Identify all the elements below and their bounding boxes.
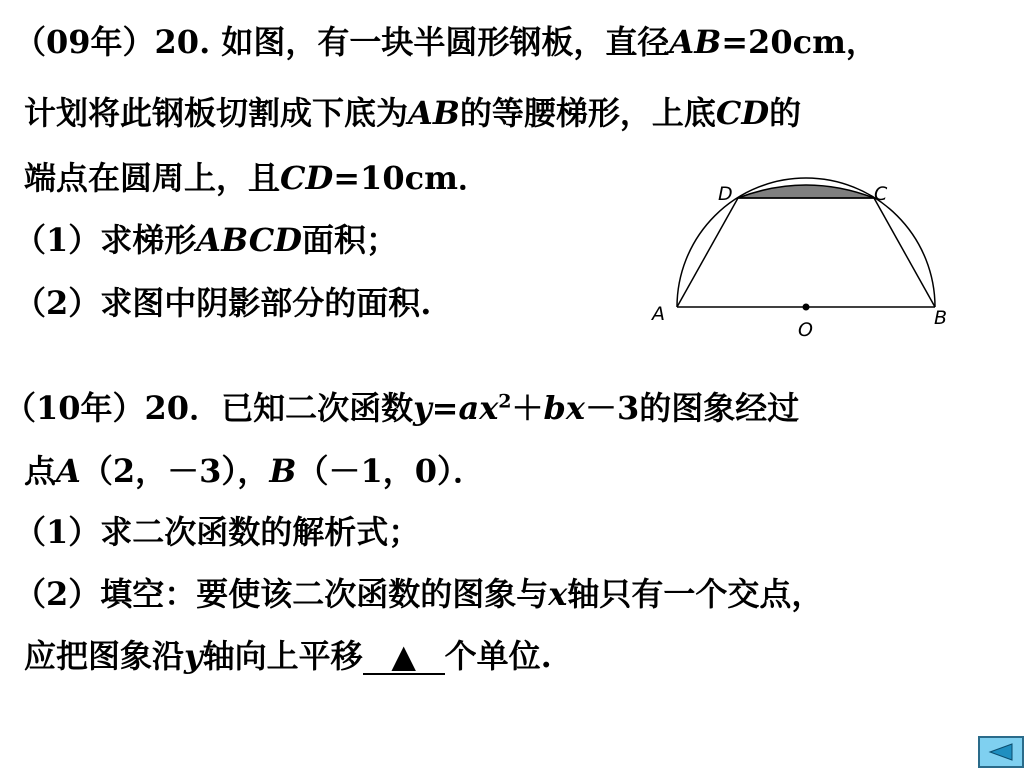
var-AB: AB: [669, 23, 722, 61]
var-AB: AB: [408, 94, 460, 132]
text: =10cm．: [333, 159, 490, 197]
var-ax: ax: [458, 389, 499, 427]
problem2-question1: [14, 512, 420, 552]
side-BC: [874, 198, 935, 307]
text: 应把图象沿: [24, 637, 185, 675]
problem2-question2: [14, 574, 823, 614]
text: 个单位.: [444, 637, 552, 675]
problem1-question1: [14, 220, 398, 260]
var-CD: CD: [280, 159, 334, 197]
var-bx: bx: [543, 389, 585, 427]
problem1-line3: [24, 158, 490, 198]
previous-slide-button[interactable]: [978, 736, 1024, 768]
text: 轴只有一个交点，: [567, 575, 824, 613]
text: ＋: [511, 389, 544, 427]
text: =20cm，: [721, 23, 878, 61]
problem2-question2-cont: [24, 636, 552, 676]
label-D: D: [718, 183, 733, 205]
text: （2）求图中阴影部分的面积.: [14, 284, 432, 322]
problem2-line1: [4, 388, 799, 428]
triangle-left-icon: [988, 743, 1014, 761]
text: 轴向上平移: [202, 637, 363, 675]
center-point-O: [803, 304, 810, 311]
text: 计划将此钢板切割成下底为: [24, 94, 409, 132]
label-A: A: [652, 303, 665, 325]
label-O: O: [798, 319, 813, 341]
text: 端点在圆周上，且: [24, 159, 281, 197]
label-C: C: [874, 183, 888, 205]
var-x: x: [548, 575, 568, 613]
side-AD: [677, 198, 738, 307]
text: 的等腰梯形，上底: [459, 94, 716, 132]
semicircle-trapezoid-figure: [640, 170, 970, 350]
text: －3的图象经过: [585, 389, 800, 427]
text: 面积；: [301, 221, 398, 259]
text: 的: [769, 94, 802, 132]
answer-blank: [363, 639, 445, 675]
var-y: y: [413, 389, 432, 427]
text: （2，－3），: [80, 452, 270, 490]
text: （1）求梯形: [14, 221, 197, 259]
text: =: [431, 389, 459, 427]
text: 点: [24, 452, 57, 490]
text: （09年）20. 如图，有一块半圆形钢板，直径: [14, 23, 670, 61]
exponent: 2: [498, 390, 512, 413]
problem1-question2: [14, 283, 431, 323]
text: （1）求二次函数的解析式；: [14, 513, 421, 551]
problem1-line2: [24, 93, 801, 133]
problem1-line1: [14, 22, 878, 62]
triangle-marker-icon: ▲: [391, 637, 416, 675]
label-B: B: [934, 307, 948, 329]
problem2-line2: [24, 451, 485, 491]
text: （10年）20．已知二次函数: [4, 389, 414, 427]
text: （－1，0）．: [296, 452, 485, 490]
var-A: A: [56, 452, 81, 490]
var-y: y: [184, 637, 203, 675]
var-CD: CD: [715, 94, 770, 132]
var-B: B: [269, 452, 297, 490]
text: （2）填空：要使该二次函数的图象与: [14, 575, 549, 613]
var-ABCD: ABCD: [196, 221, 302, 259]
